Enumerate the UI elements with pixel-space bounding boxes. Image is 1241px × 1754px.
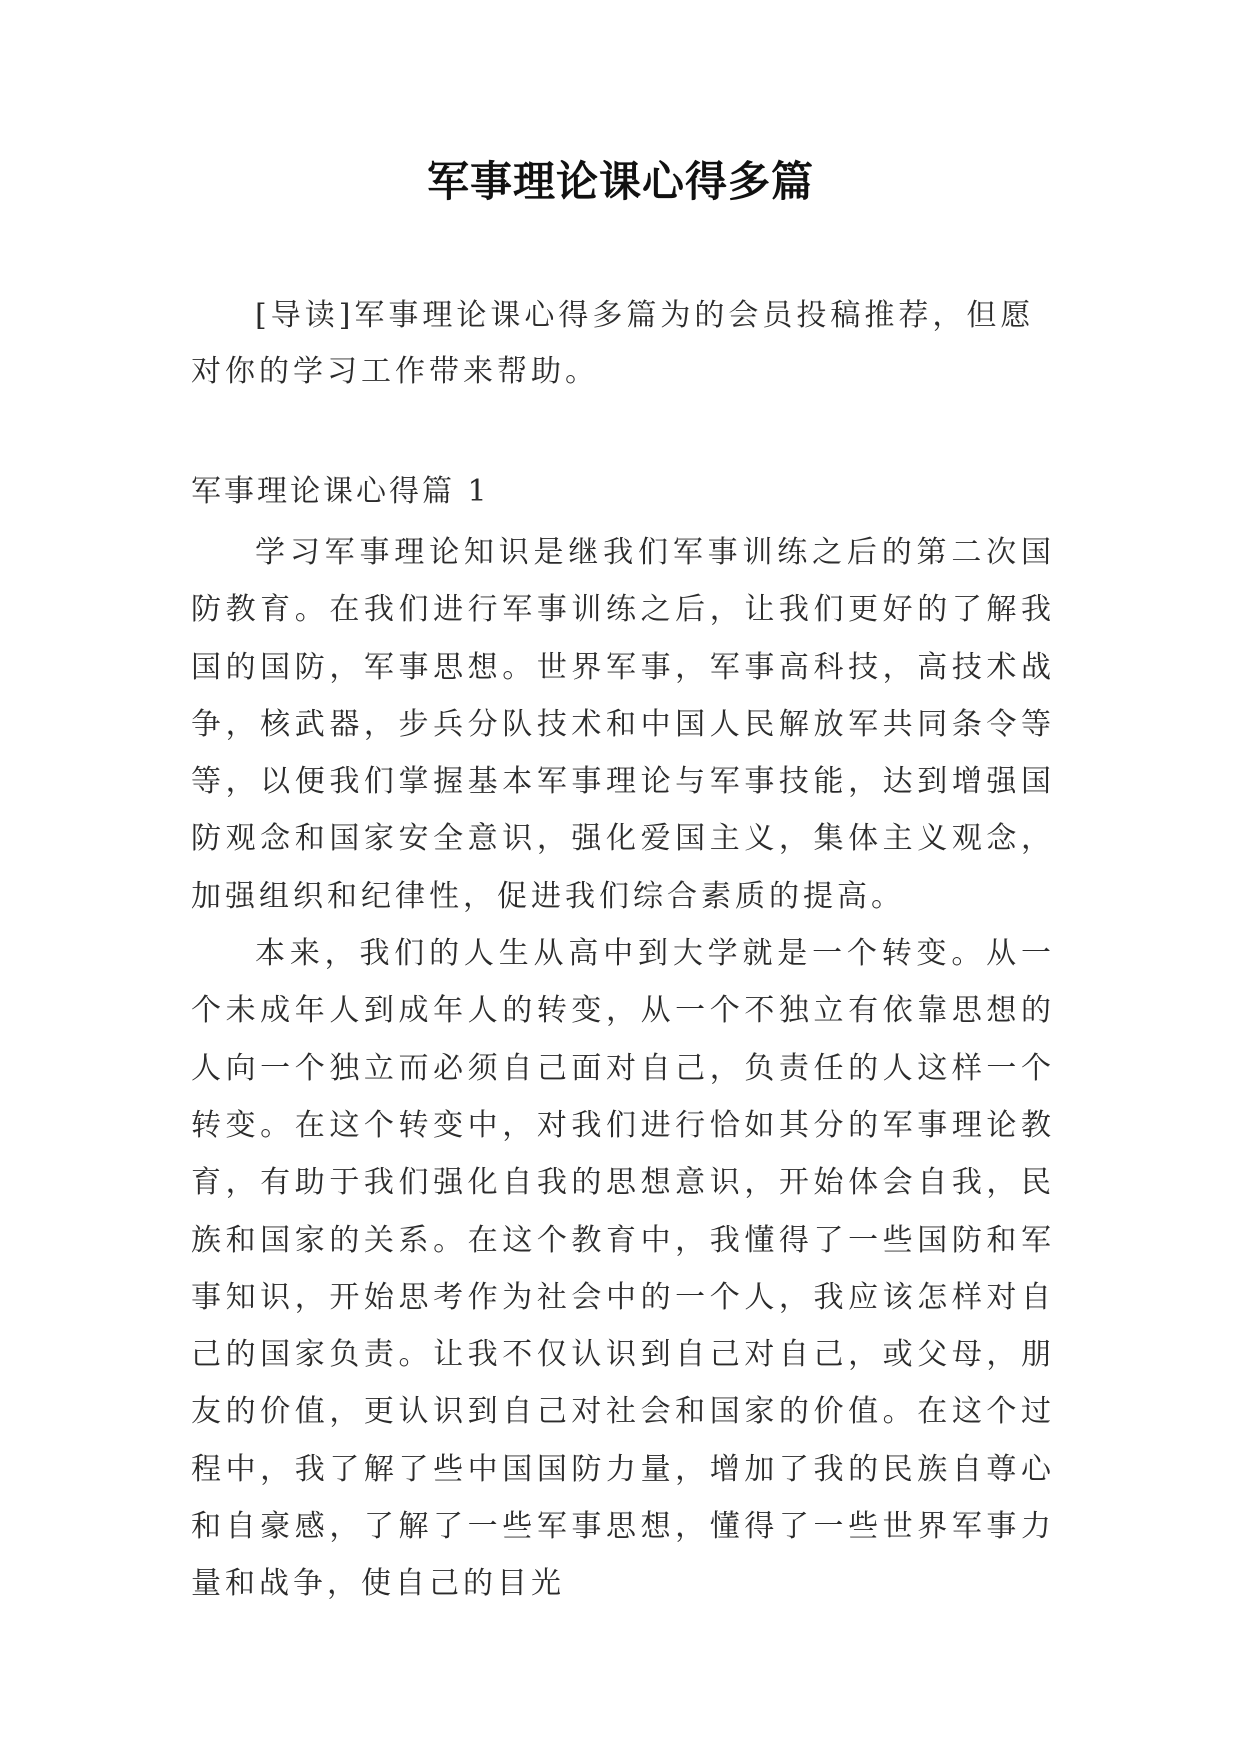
body-text — [191, 524, 1055, 1613]
body-paragraph: 本来，我们的人生从高中到大学就是一个转变。从一个未成年人到成年人的转变，从一个不独立有依靠思想的人向一个独立而必须自己面对自己，负责任的人这样一个转变。在这个转变中，对我们进行恰如其分的军事理论教育，有助于我们强化自我的思想意识，开始体会自我，民族和国家的关系。在这个教育中，我懂得了一些国防和军事知识，开始思考作为社会中的一个人，我应该怎样对自己的国家负责。让我不仅认识到自己对自己，或父母，朋友的价值，更认识到自己对社会和国家的价值。在这个过程中，我了解了些中国国防力量，增加了我的民族自尊心和自豪感，了解了一些军事思想，懂得了一些世界军事力量和战争，使自己的目光 — [191, 936, 1055, 1602]
document-title: 军事理论课心得多篇 — [426, 157, 814, 206]
body-paragraph: 学习军事理论知识是继我们军事训练之后的第二次国防教育。在我们进行军事训练之后，让我们更好的了解我国的国防，军事思想。世界军事，军事高科技，高技术战争，核武器，步兵分队技术和中国人民解放军共同条令等等，以便我们掌握基本军事理论与军事技能，达到增强国防观念和国家安全意识，强化爱国主义，集体主义观念，加强组织和纪律性，促进我们综合素质的提高。 — [191, 535, 1055, 914]
section-heading: 军事理论课心得篇 1 — [191, 474, 490, 509]
intro-paragraph: [导读]军事理论课心得多篇为的会员投稿推荐，但愿对你的学习工作带来帮助。 — [191, 298, 1035, 389]
